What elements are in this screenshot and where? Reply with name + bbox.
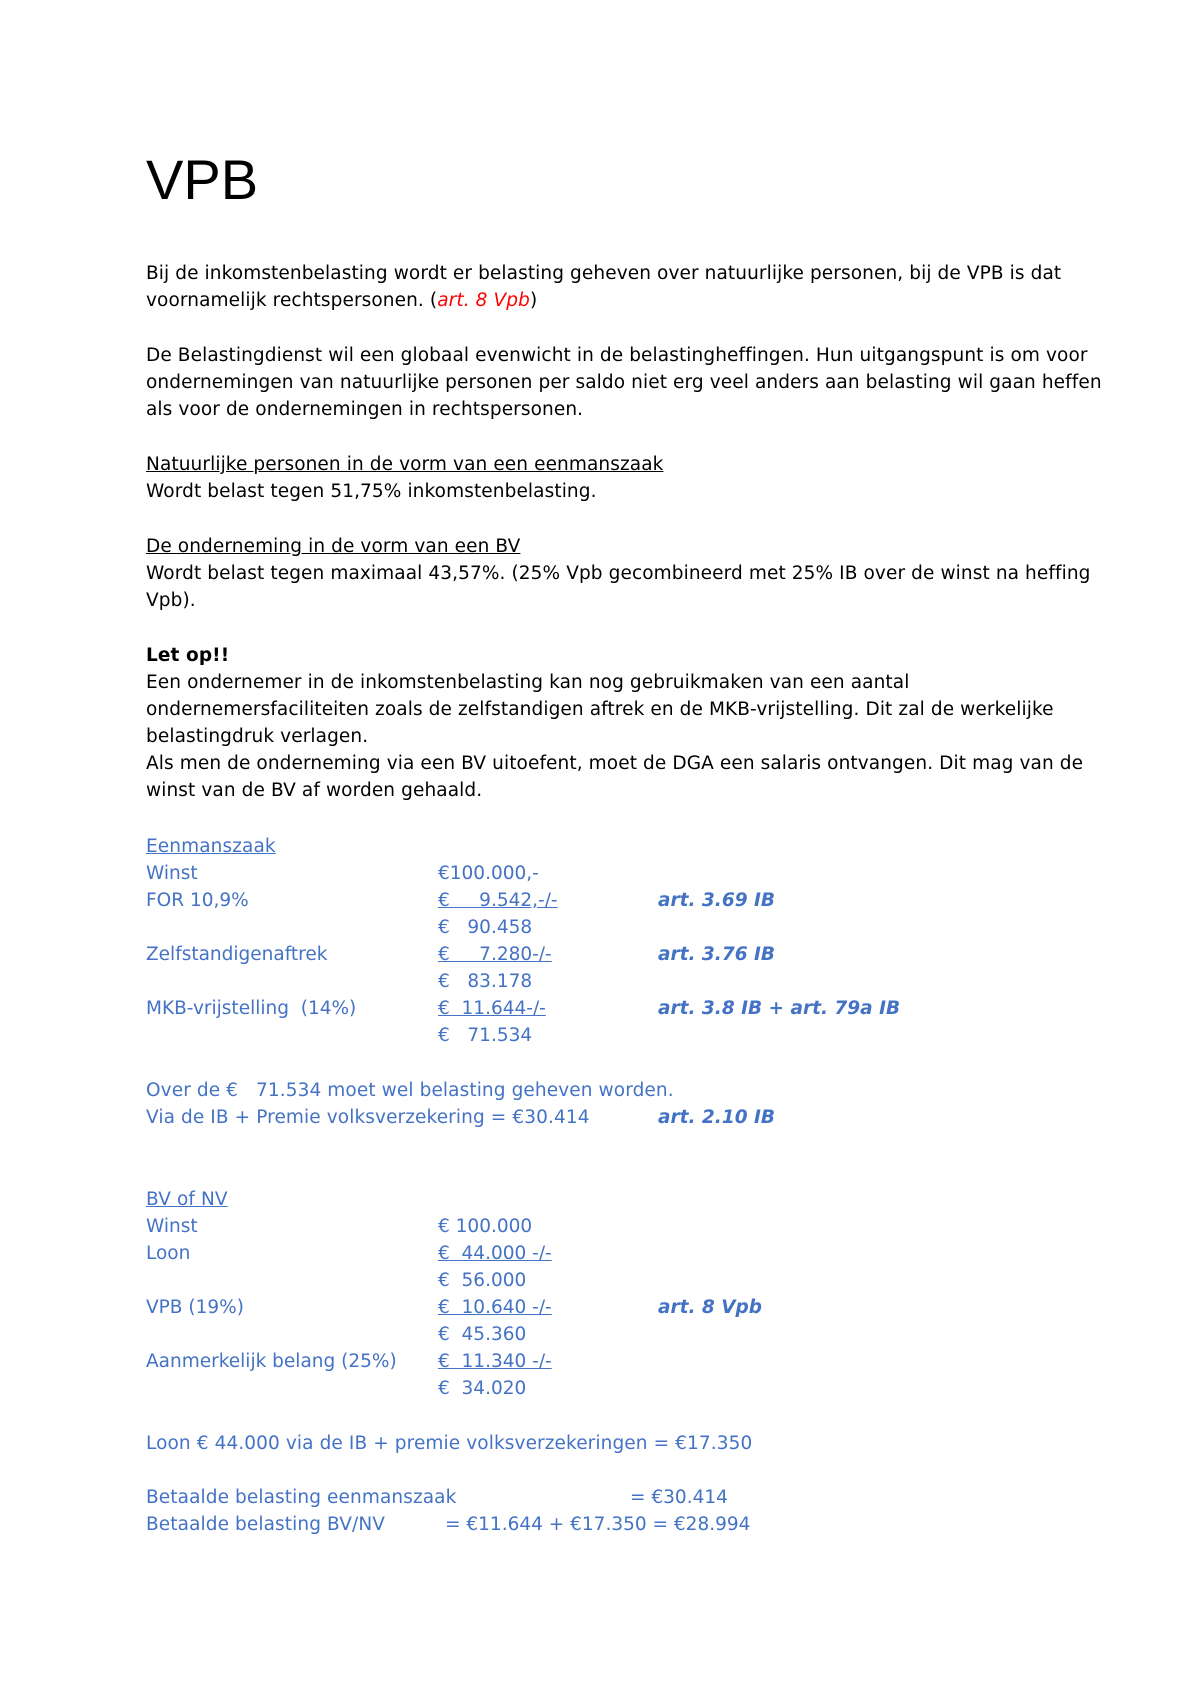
calc-label: Loon <box>146 1243 191 1264</box>
calc-amount: € 9.542,-/- <box>438 890 558 911</box>
calc-label: Winst <box>146 863 198 884</box>
calc-article-ref: art. 3.69 IB <box>658 890 775 911</box>
intro-text: voornamelijk rechtspersonen. ( <box>146 290 438 311</box>
calc-amount: € 90.458 <box>438 917 533 938</box>
bv-calc-heading: BV of NV <box>146 1189 228 1210</box>
let-op-line-3: belastingdruk verlagen. <box>146 726 369 747</box>
calc-amount: € 56.000 <box>438 1270 527 1291</box>
calc-label: MKB-vrijstelling (14%) <box>146 998 357 1019</box>
article-reference: art. 8 Vpb <box>437 290 530 311</box>
calc-label: VPB (19%) <box>146 1297 244 1318</box>
evenwicht-line-3: als voor de ondernemingen in rechtspersonen. <box>146 399 584 420</box>
calc-amount: € 10.640 -/- <box>438 1297 552 1318</box>
calc-amount: € 44.000 -/- <box>438 1243 552 1264</box>
calc-amount: € 34.020 <box>438 1378 527 1399</box>
loon-line: Loon € 44.000 via de IB + premie volksverzekeringen = €17.350 <box>146 1433 753 1454</box>
calc-amount: € 100.000 <box>438 1216 533 1237</box>
totals-label-bv: Betaalde belasting BV/NV <box>146 1514 386 1535</box>
let-op-line-5: winst van de BV af worden gehaald. <box>146 780 483 801</box>
intro-line-1: Bij de inkomstenbelasting wordt er belasting geheven over natuurlijke personen, bij de VPB is dat <box>146 263 1062 284</box>
calc-amount: € 71.534 <box>438 1025 533 1046</box>
calc-label: Aanmerkelijk belang (25%) <box>146 1351 397 1372</box>
eenmanszaak-summary-1: Over de € 71.534 moet wel belasting geheven worden. <box>146 1080 674 1101</box>
totals-value-eenmanszaak: = €30.414 <box>630 1487 728 1508</box>
calc-amount: € 45.360 <box>438 1324 527 1345</box>
let-op-heading: Let op!! <box>146 645 230 666</box>
eenmanszaak-heading: Natuurlijke personen in de vorm van een eenmanszaak <box>146 454 664 475</box>
evenwicht-line-1: De Belastingdienst wil een globaal evenwicht in de belastingheffingen. Hun uitgangspunt is om voor <box>146 345 1088 366</box>
calc-article-ref: art. 2.10 IB <box>658 1107 775 1128</box>
calc-article-ref: art. 3.76 IB <box>658 944 775 965</box>
eenmanszaak-text: Wordt belast tegen 51,75% inkomstenbelasting. <box>146 481 597 502</box>
page-title: VPB <box>146 148 259 211</box>
let-op-line-2: ondernemersfaciliteiten zoals de zelfstandigen aftrek en de MKB-vrijstelling. Dit zal de werkelijke <box>146 699 1054 720</box>
calc-label: FOR 10,9% <box>146 890 249 911</box>
calc-amount: € 83.178 <box>438 971 533 992</box>
totals-label-eenmanszaak: Betaalde belasting eenmanszaak <box>146 1487 457 1508</box>
calc-amount: € 11.340 -/- <box>438 1351 552 1372</box>
bv-line-1: Wordt belast tegen maximaal 43,57%. (25% Vpb gecombineerd met 25% IB over de winst na heffing <box>146 563 1091 584</box>
calc-amount: € 7.280-/- <box>438 944 552 965</box>
eenmanszaak-summary-2: Via de IB + Premie volksverzekering = €30.414 <box>146 1107 590 1128</box>
let-op-line-1: Een ondernemer in de inkomstenbelasting kan nog gebruikmaken van een aantal <box>146 672 910 693</box>
calc-amount: €100.000,- <box>438 863 539 884</box>
intro-close: ) <box>529 290 538 311</box>
calc-label: Zelfstandigenaftrek <box>146 944 328 965</box>
evenwicht-line-2: ondernemingen van natuurlijke personen per saldo niet erg veel anders aan belasting wil gaan heffen <box>146 372 1102 393</box>
calc-article-ref: art. 3.8 IB + art. 79a IB <box>658 998 901 1019</box>
eenmanszaak-calc-heading: Eenmanszaak <box>146 836 276 857</box>
calc-article-ref: art. 8 Vpb <box>658 1297 763 1318</box>
calc-amount: € 11.644-/- <box>438 998 546 1019</box>
let-op-line-4: Als men de onderneming via een BV uitoefent, moet de DGA een salaris ontvangen. Dit mag van de <box>146 753 1084 774</box>
totals-value-bv: = €11.644 + €17.350 = €28.994 <box>445 1514 751 1535</box>
bv-heading: De onderneming in de vorm van een BV <box>146 536 521 557</box>
bv-line-2: Vpb). <box>146 590 196 611</box>
calc-label: Winst <box>146 1216 198 1237</box>
intro-line-2 <box>146 287 537 314</box>
